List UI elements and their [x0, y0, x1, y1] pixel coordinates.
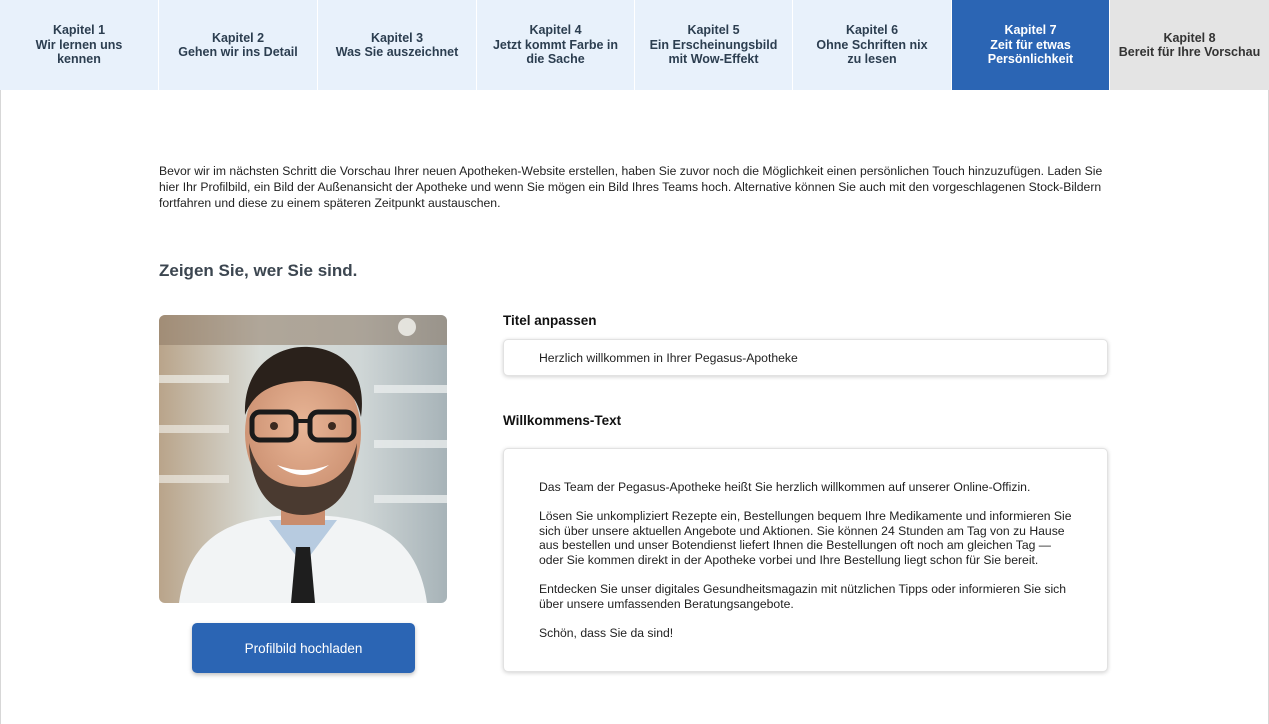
tab-kapitel-5[interactable] [635, 0, 793, 90]
tab-title: Ein Erscheinungsbild mit Wow-Effekt [649, 37, 778, 67]
tab-kapitel-8[interactable] [1110, 0, 1269, 90]
section-title: Zeigen Sie, wer Sie sind. [159, 261, 358, 280]
tab-title: Was Sie auszeichnet [335, 45, 459, 59]
welcome-paragraph: Entdecken Sie unser digitales Gesundheitsmagazin mit nützlichen Tipps oder informieren Sie sich über unsere umfassenden Beratungsangebote. [539, 582, 1067, 611]
profile-photo [159, 315, 447, 603]
tab-number: Kapitel 4 [529, 23, 582, 38]
upload-profile-picture-button[interactable]: Profilbild hochladen [192, 623, 415, 673]
tab-number: Kapitel 8 [1163, 30, 1216, 45]
welcome-paragraph: Das Team der Pegasus-Apotheke heißt Sie herzlich willkommen auf unserer Online-Offizin. [539, 480, 1031, 494]
chapter-tabs [0, 0, 1269, 90]
tab-kapitel-4[interactable] [477, 0, 635, 90]
title-field-label: Titel anpassen [503, 313, 597, 328]
tab-number: Kapitel 6 [845, 23, 899, 38]
welcome-paragraph: Schön, dass Sie da sind! [539, 625, 674, 640]
tab-number: Kapitel 2 [211, 30, 265, 45]
welcome-paragraph: Lösen Sie unkompliziert Rezepte ein, Bestellungen bequem Ihre Medikamente und informieren Sie sich über unsere aktuellen Angebote und Aktionen. Sie können 24 Stunden am Tag von zu Hause aus bestellen und unser Botendienst liefert Ihnen die Bestellungen oft noch am gleichen Tag — oder Sie kommen direkt in der Apotheke vorbei und Ihre Bestellung liegt schon für Sie bereit. [539, 509, 1072, 567]
tab-kapitel-3[interactable] [318, 0, 477, 90]
tab-kapitel-1[interactable] [0, 0, 159, 90]
welcome-text-area[interactable] [503, 448, 1108, 672]
tab-kapitel-2[interactable] [159, 0, 318, 90]
tab-title: Zeit für etwas Persönlichkeit [987, 37, 1074, 67]
intro-text: Bevor wir im nächsten Schritt die Vorschau Ihrer neuen Apotheken-Website erstellen, haben Sie zuvor noch die Möglichkeit einen persönlichen Touch hinzuzufügen. Laden Sie hier Ihr Profilbild, ein Bild der Außenansicht der Apotheke und wenn Sie mögen ein Bild Ihres Teams hoch. Alternative können Sie auch mit den vorgeschlagenen Stock-Bildern fortfahren und diese zu einem späteren Zeitpunkt austauschen. [159, 164, 1103, 210]
pharmacist-portrait-image [159, 315, 447, 603]
tab-title: Wir lernen uns kennen [35, 37, 123, 67]
tab-title: Gehen wir ins Detail [178, 45, 298, 59]
tab-number: Kapitel 3 [370, 30, 424, 45]
tab-kapitel-7[interactable] [952, 0, 1110, 90]
tab-title: Bereit für Ihre Vorschau [1118, 45, 1261, 59]
title-input[interactable] [503, 339, 1108, 376]
tab-kapitel-6[interactable] [793, 0, 952, 90]
tab-number: Kapitel 1 [52, 23, 106, 38]
tab-title: Jetzt kommt Farbe in die Sache [492, 37, 619, 67]
welcome-text-label: Willkommens-Text [503, 413, 622, 428]
tab-number: Kapitel 5 [687, 23, 740, 38]
tab-number: Kapitel 7 [1004, 23, 1057, 38]
tab-title: Ohne Schriften nix zu lesen [816, 37, 928, 67]
